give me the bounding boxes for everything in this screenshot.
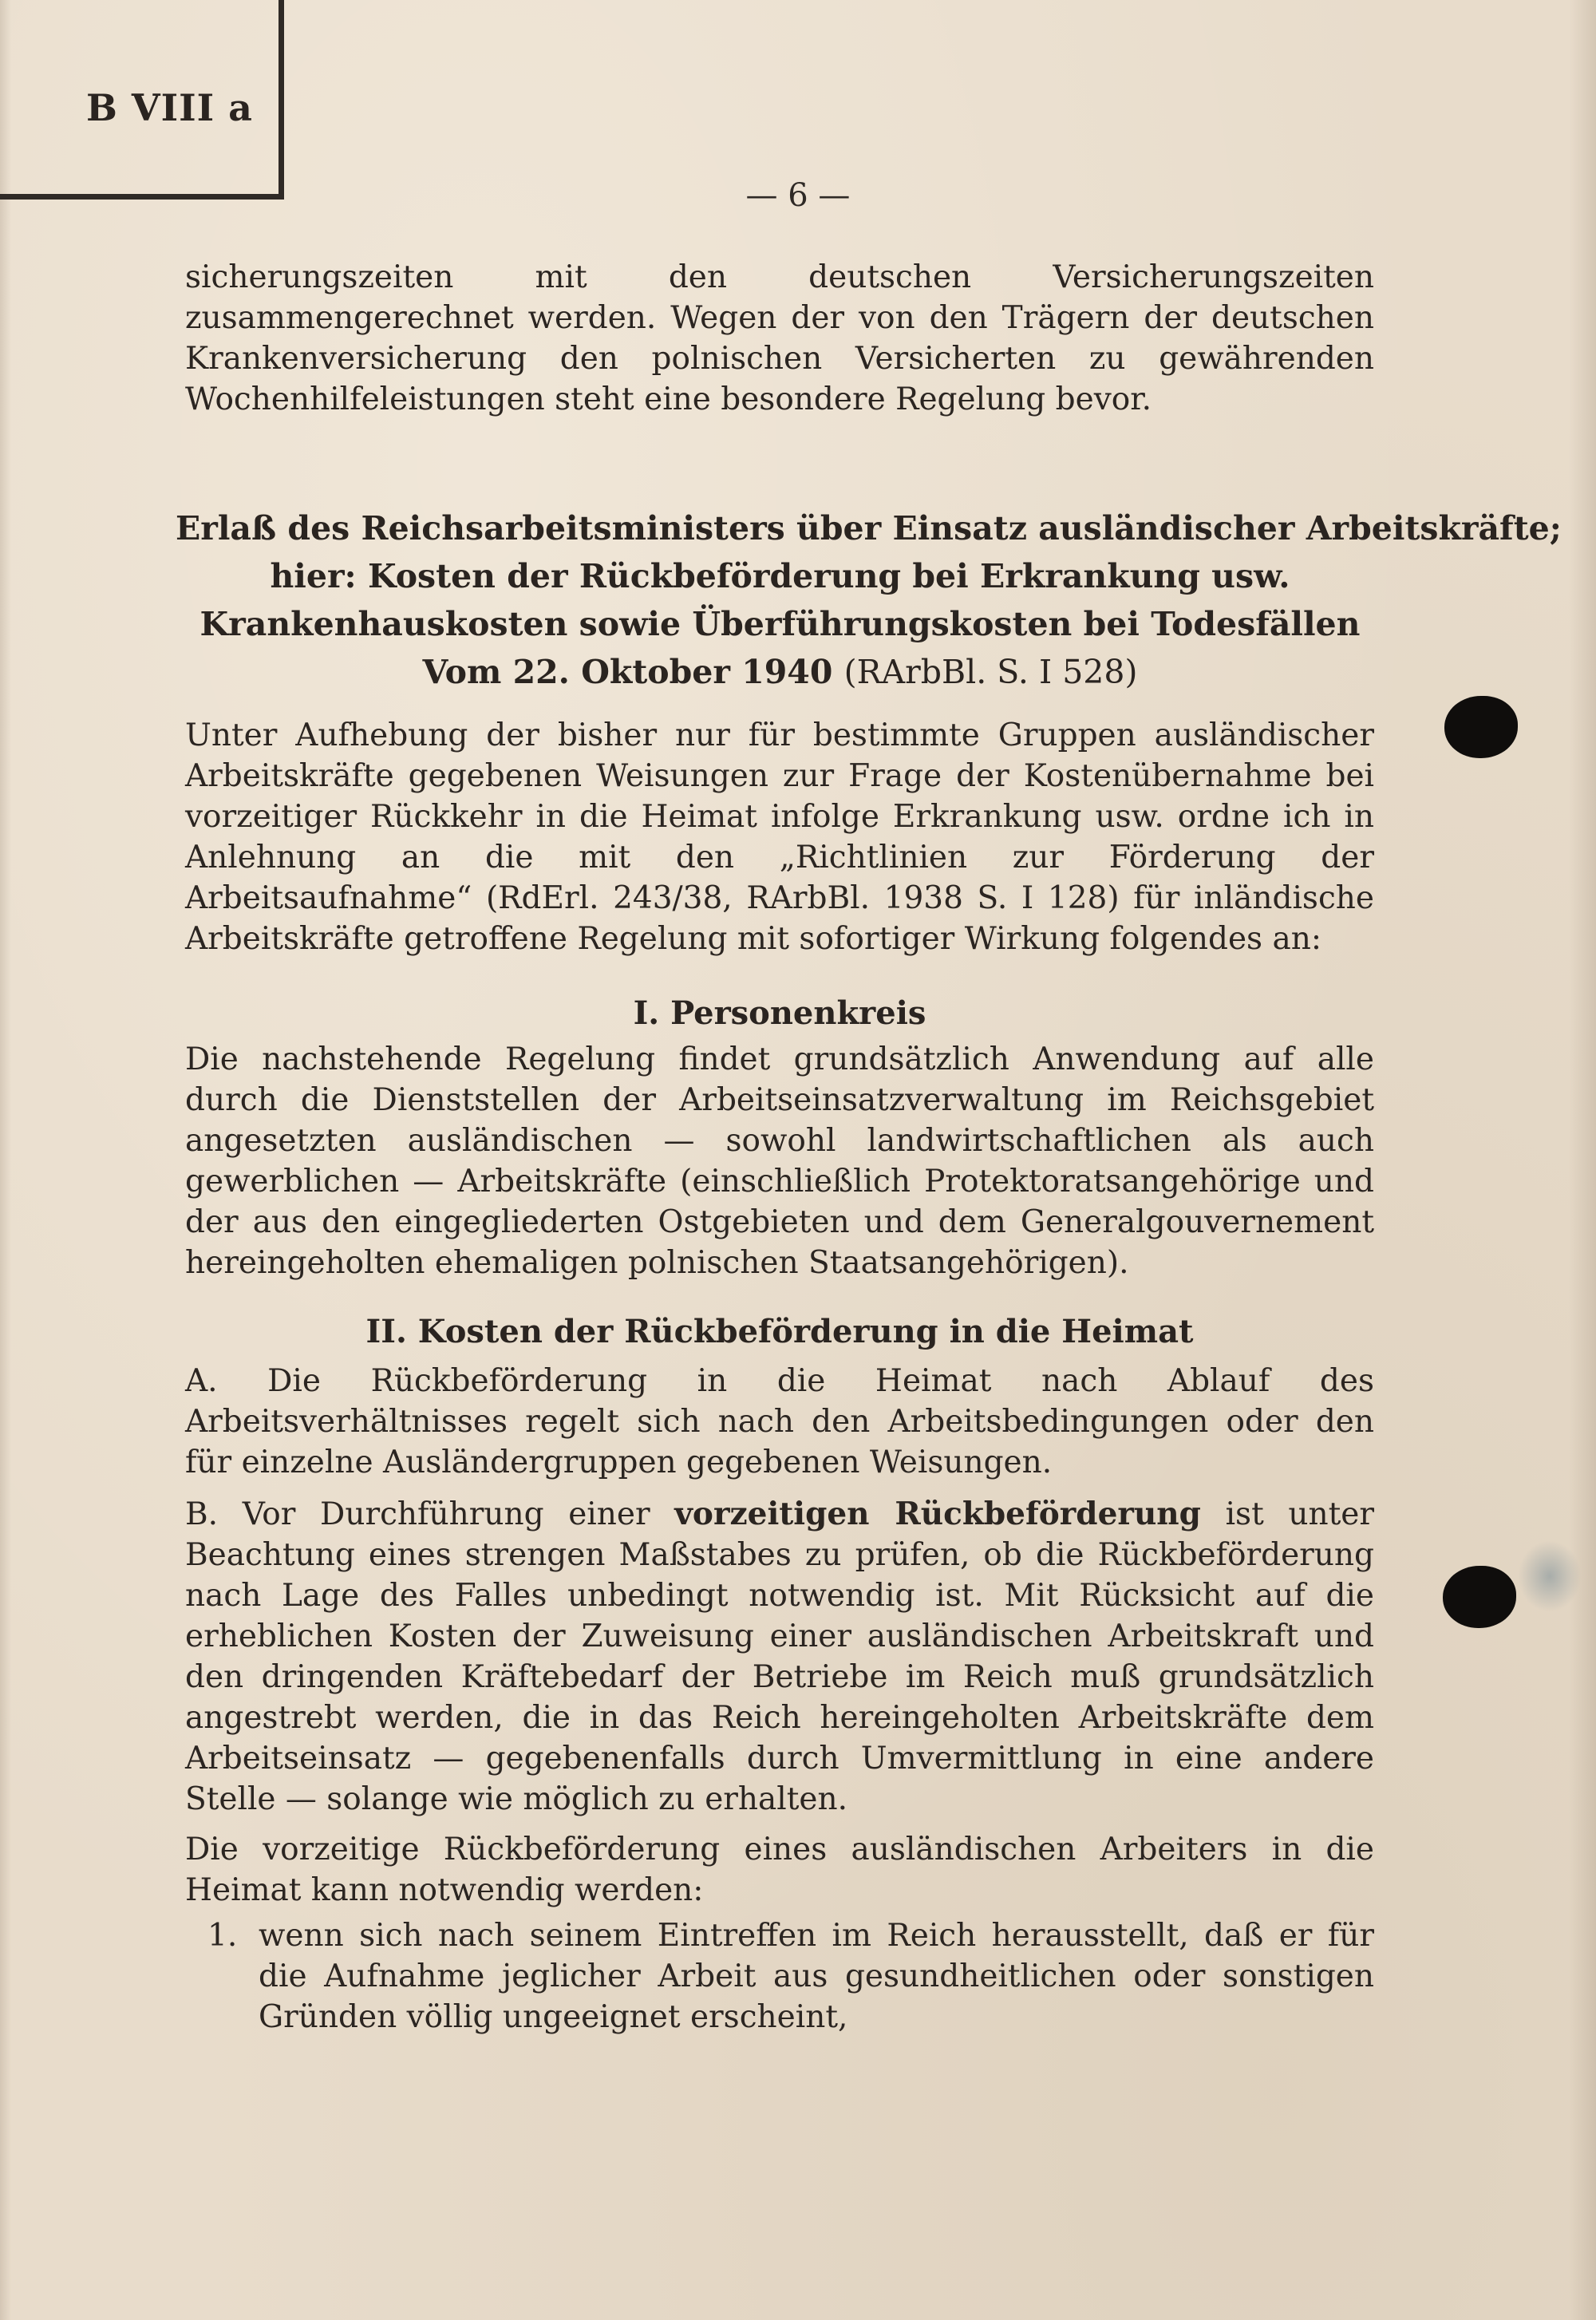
punch-hole-top bbox=[1444, 696, 1518, 758]
page-edge-shadow-right bbox=[1569, 0, 1596, 2320]
section-2-paragraph-b-text bbox=[185, 1494, 1374, 1820]
followup-paragraph bbox=[185, 1829, 1374, 1911]
punch-hole-bottom bbox=[1443, 1566, 1516, 1628]
preamble-paragraph bbox=[185, 715, 1374, 959]
heading-date: Vom 22. Oktober 1940 bbox=[422, 653, 833, 691]
paragraph-b-lead: B. Vor Durchführung einer bbox=[185, 1496, 650, 1532]
paragraph-b-rest: ist unter Beachtung eines strengen Maßstabes zu prüfen, ob die Rückbeförderung nach Lage des Falles unbedingt notwendig ist. Mit Rücksicht auf die erheblichen Kosten der Zuweisung einer ausländischen Arbeitskraft und den dringenden Kräftebedarf der Betriebe im Reich muß grundsätzlich angestrebt werden, die in das Reich hereingeholten Arbeitskräfte dem Arbeitseinsatz — gegebenenfalls durch Umvermittlung in eine andere Stelle — solange wie möglich zu erhalten. bbox=[185, 1496, 1375, 1817]
followup-text: Die vorzeitige Rückbeförderung eines ausländischen Arbeiters in die Heimat kann notwendig werden: bbox=[185, 1832, 1374, 1908]
section-code: B VIII a bbox=[86, 86, 253, 129]
list-item-text: wenn sich nach seinem Eintreffen im Reich herausstellt, daß er für die Aufnahme jeglicher Arbeit aus gesundheitlichen oder sonstigen Gründen völlig ungeeignet erscheint, bbox=[259, 1918, 1374, 2035]
page-number: — 6 — bbox=[745, 177, 851, 214]
decree-heading bbox=[176, 504, 1562, 696]
intro-paragraph bbox=[185, 257, 1374, 420]
heading-line-1: Erlaß des Reichsarbeitsministers über Einsatz ausländischer Arbeitskräfte; bbox=[176, 509, 1562, 547]
section-2-paragraph-b bbox=[185, 1494, 1374, 1820]
heading-line-3: Krankenhauskosten sowie Überführungskosten bei Todesfällen bbox=[200, 605, 1361, 643]
section-2-paragraph-a bbox=[185, 1361, 1374, 1483]
section-2-title: II. Kosten der Rückbeförderung in die Heimat bbox=[365, 1313, 1194, 1350]
list-item-number: 1. bbox=[207, 1918, 238, 1954]
intro-paragraph-text: sicherungszeiten mit den deutschen Versicherungszeiten zusammengerechnet werden. Wegen der von den Trägern der deutschen Krankenversicherung den polnischen Versicherten zu gewährenden Wochenhilfeleistungen steht eine besondere Regelung bevor. bbox=[185, 259, 1374, 417]
page-edge-shadow-left bbox=[0, 0, 11, 2320]
paper-stain bbox=[1518, 1540, 1582, 1612]
heading-line-2: hier: Kosten der Rückbeförderung bei Erkrankung usw. bbox=[270, 557, 1290, 595]
section-1-paragraph bbox=[185, 1039, 1374, 1283]
paragraph-b-emphasis: vorzeitigen Rückbeförderung bbox=[674, 1496, 1201, 1532]
section-2-paragraph-a-text: A. Die Rückbeförderung in die Heimat nach Ablauf des Arbeitsverhältnisses regelt sich nach den Arbeitsbedingungen oder den für einzelne Ausländergruppen gegebenen Weisungen. bbox=[185, 1363, 1374, 1480]
section-1-text: Die nachstehende Regelung findet grundsätzlich Anwendung auf alle durch die Dienststellen der Arbeitseinsatzverwaltung im Reichsgebiet angesetzten ausländischen — sowohl landwirtschaftlichen als auch gewerblichen — Arbeitskräfte (einschließlich Protektoratsangehörige und der aus den eingegliederten Ostgebieten und dem Generalgouvernement hereingeholten ehemaligen polnischen Staatsangehörigen). bbox=[185, 1041, 1374, 1281]
preamble-text: Unter Aufhebung der bisher nur für bestimmte Gruppen ausländischer Arbeitskräfte gegebenen Weisungen zur Frage der Kostenübernahme bei vorzeitiger Rückkehr in die Heimat infolge Erkrankung usw. ordne ich in Anlehnung an die mit den „Richtlinien zur Förderung der Arbeitsaufnahme“ (RdErl. 243/38, RArbBl. 1938 S. I 128) für inländische Arbeitskräfte getroffene Regelung mit sofortiger Wirkung folgendes an: bbox=[185, 717, 1374, 957]
heading-reference: (RArbBl. S. I 528) bbox=[843, 653, 1138, 691]
section-1-title: I. Personenkreis bbox=[633, 994, 926, 1032]
heading-date-line bbox=[176, 648, 1385, 696]
